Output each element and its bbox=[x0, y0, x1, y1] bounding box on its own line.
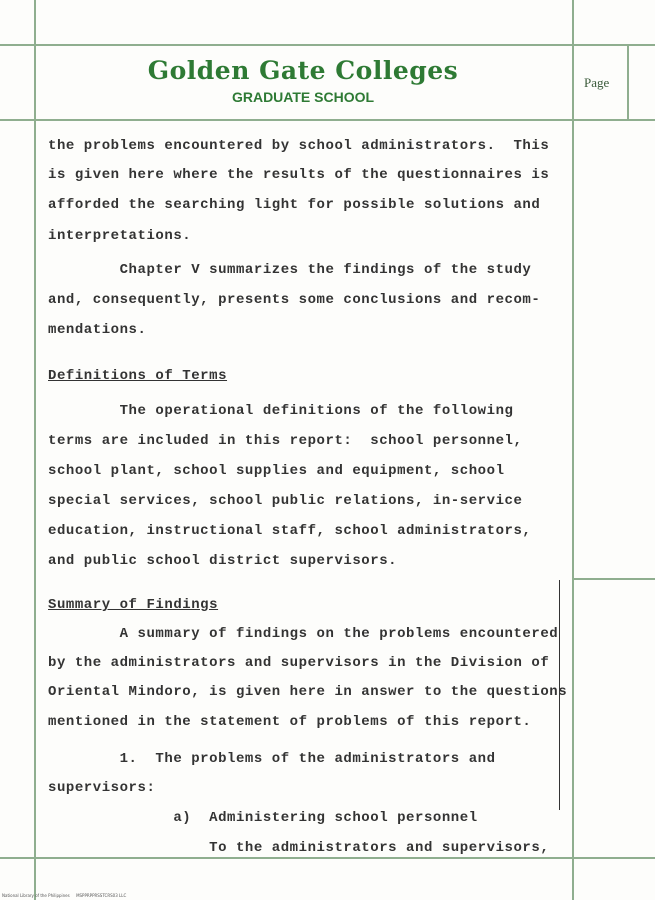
school-name: GRADUATE SCHOOL bbox=[231, 89, 375, 105]
text-line: mendations. bbox=[48, 322, 147, 338]
text-line: Oriental Mindoro, is given here in answer to the questions bbox=[48, 684, 568, 700]
text-line: afforded the searching light for possible solutions and bbox=[48, 197, 541, 213]
text-line: terms are included in this report: school personnel, bbox=[48, 433, 523, 449]
frame-bottom-line bbox=[0, 857, 655, 859]
heading-definitions: Definitions of Terms bbox=[48, 368, 228, 384]
text-line: is given here where the results of the questionnaires is bbox=[48, 167, 550, 183]
margin-line-right bbox=[572, 578, 655, 580]
header-bottom-line bbox=[0, 119, 655, 121]
frame-left-line bbox=[34, 0, 36, 900]
text-line: supervisors: bbox=[48, 780, 156, 796]
heading-summary: Summary of Findings bbox=[48, 597, 219, 613]
college-name: Golden Gate Colleges bbox=[147, 56, 459, 85]
text-line: To the administrators and supervisors, bbox=[48, 840, 550, 856]
frame-right-line bbox=[572, 0, 574, 900]
text-line: by the administrators and supervisors in the Division of bbox=[48, 655, 550, 671]
text-line: A summary of findings on the problems encountered bbox=[48, 626, 559, 642]
text-line: education, instructional staff, school administrators, bbox=[48, 523, 532, 539]
text-line: school plant, school supplies and equipment, school bbox=[48, 463, 505, 479]
scan-footer: National Library of the Philippines MSPPRPPRSSTCRS03 LLC bbox=[2, 893, 127, 898]
page-label: Page bbox=[584, 75, 610, 90]
text-line: and public school district supervisors. bbox=[48, 553, 398, 569]
text-line: special services, school public relations, in-service bbox=[48, 493, 523, 509]
text-line: and, consequently, presents some conclusions and recom- bbox=[48, 292, 541, 308]
text-line: mentioned in the statement of problems of this report. bbox=[48, 714, 532, 730]
text-line: interpretations. bbox=[48, 228, 192, 244]
frame-top-line bbox=[0, 44, 655, 46]
sub-item-a: a) Administering school personnel bbox=[48, 810, 478, 826]
page-box-line bbox=[627, 44, 629, 120]
text-line: the problems encountered by school administrators. This bbox=[48, 138, 550, 154]
text-line: The operational definitions of the following bbox=[48, 403, 514, 419]
text-line: 1. The problems of the administrators and bbox=[48, 751, 496, 767]
text-line: Chapter V summarizes the findings of the study bbox=[48, 262, 532, 278]
